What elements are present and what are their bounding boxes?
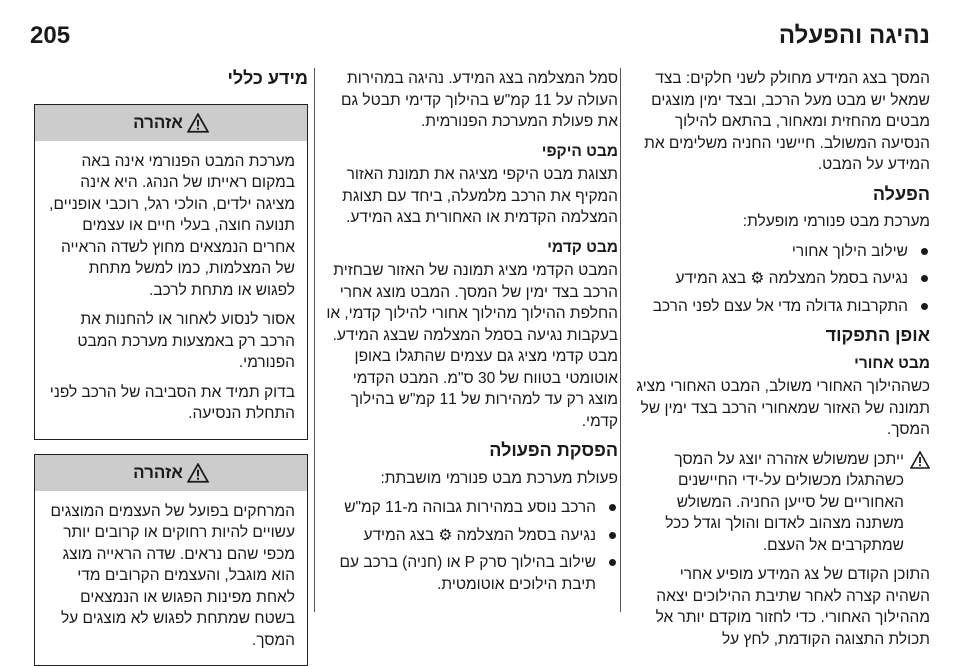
list-item: הרכב נוסע במהירות גבוהה מ-11 קמ"ש xyxy=(322,497,596,519)
front-view-text: המבט הקדמי מציג תמונה של האזור שבחזית הרכב בצד ימין של המסך. המבט מוצג אחרי החלפת ההילוך מהילוך אחורי להילוך קדמי, או בעקבות נגיעה בסמל המצלמה שבצג המידע. מבט קדמי מציג גם עצמים שהתגלו באופן אוטומטי בטווח של 30 ס"מ. המבט הקדמי מוצג רק עד למהירות של 11 קמ"ש בהילוך קדמי. xyxy=(322,260,618,432)
warning-body xyxy=(35,491,307,666)
intro-paragraph: המסך בצג המידע מחולק לשני חלקים: בצד שמאל יש מבט מעל הרכב, ובצד ימין מוצגים מבטים מהחזית ומאחור, בהתאם להילוך הנסיעה המשולב. חיישני החניה משלימים את המידע על המבט. xyxy=(632,68,930,176)
deactivation-intro: פעולת מערכת מבט פנורמי מושבתת: xyxy=(322,468,618,490)
column-right xyxy=(632,68,930,658)
list-item: שילוב הילוך אחורי xyxy=(632,241,908,263)
list-item: נגיעה בסמל המצלמה ⚙ בצג המידע xyxy=(322,525,596,547)
activation-heading: הפעלה xyxy=(632,184,930,206)
list-item: שילוב בהילוך סרק P או (חניה) ברכב עם תיבת הילוכים אוטומטית. xyxy=(322,552,596,595)
deactivation-list xyxy=(322,497,618,595)
warning-label: אזהרה xyxy=(133,112,183,134)
surround-view-heading: מבט היקפי xyxy=(322,141,618,163)
warning-box xyxy=(34,104,308,440)
rear-view-heading: מבט אחורי xyxy=(632,353,930,375)
chapter-title: נהיגה והפעלה xyxy=(779,22,930,50)
warning-paragraph: מערכת המבט הפנורמי אינה באה במקום ראייתו של הנהג. היא אינה מציגה ילדים, הולכי רגל, רוכבי אופניים, תנועה חוצה, בעלי חיים או עצמים אחרים הנמצאים מחוץ לשדה הראייה של המצלמות, כמו למשל מתחת לפגוש או מתחת לרכב. xyxy=(47,151,295,302)
surround-view-text: תצוגת מבט היקפי מציגה את תמונת האזור המקיף את הרכב מלמעלה, ביחד עם תצוגת המצלמה הקדמית או האחורית בצג המידע. xyxy=(322,164,618,229)
front-view-heading: מבט קדמי xyxy=(322,237,618,259)
warning-header xyxy=(35,455,307,491)
warning-body xyxy=(35,141,307,439)
warning-header xyxy=(35,105,307,141)
list-item: התקרבות גדולה מדי אל עצם לפני הרכב xyxy=(632,296,908,318)
column-divider xyxy=(314,68,315,612)
activation-intro: מערכת מבט פנורמי מופעלת: xyxy=(632,211,930,233)
column-middle xyxy=(322,68,618,603)
warning-paragraph: אסור לנסוע לאחור או להחנות את הרכב רק באמצעות מערכת המבט הפנורמי. xyxy=(47,309,295,374)
page-header xyxy=(0,0,960,60)
rear-view-text: כשההילוך האחורי משולב, המבט האחורי מציג תמונה של האזור שמאחורי הרכב בצד ימין של המסך. xyxy=(632,376,930,441)
list-item: נגיעה בסמל המצלמה ⚙ בצג המידע xyxy=(632,268,908,290)
activation-list xyxy=(632,241,930,318)
warning-triangle-icon xyxy=(187,113,209,133)
page-number: 205 xyxy=(30,22,70,50)
rear-warning-note xyxy=(632,449,930,557)
column-left xyxy=(36,68,308,666)
continued-text: סמל המצלמה בצג המידע. נהיגה במהירות העולה על 11 קמ"ש בהילוך קדימי תבטל גם את פעולת המערכת הפנורמית. xyxy=(322,68,618,133)
function-heading: אופן התפקוד xyxy=(632,325,930,347)
column-divider xyxy=(620,68,621,612)
rear-warning-text: ייתכן שמשולש אזהרה יוצג על המסך כשהתגלו מכשולים על-ידי החיישנים האחוריים של סייען החניה. המשולש משתנה מצהוב לאדום והולך וגדל ככל שמתקרבים אל העצם. xyxy=(632,449,904,557)
rear-view-text-2: התוכן הקודם של צג המידע מופיע אחרי השהיה קצרה לאחר שתיבת ההילוכים יצאה מההילוך האחורי. כדי לחזור מוקדם יותר אל תכולת התצוגה הקודמת, לחץ על xyxy=(632,564,930,650)
warning-box xyxy=(34,454,308,666)
warning-paragraph: בדוק תמיד את הסביבה של הרכב לפני התחלת הנסיעה. xyxy=(47,382,295,425)
deactivation-heading: הפסקת הפעולה xyxy=(322,440,618,462)
warning-triangle-icon xyxy=(910,451,930,469)
warning-triangle-icon xyxy=(187,463,209,483)
warning-label: אזהרה xyxy=(133,462,183,484)
warning-paragraph: המרחקים בפועל של העצמים המוצגים עשויים להיות רחוקים או קרובים יותר מכפי שהם נראים. שדה הראייה מוצג הוא מוגבל, והעצמים הקרובים מדי לאחת מפינות הפגוש או הנמצאים בשטח שמתחת לפגוש לא מוצגים על המסך. xyxy=(47,501,295,652)
general-info-title: מידע כללי xyxy=(36,68,308,90)
